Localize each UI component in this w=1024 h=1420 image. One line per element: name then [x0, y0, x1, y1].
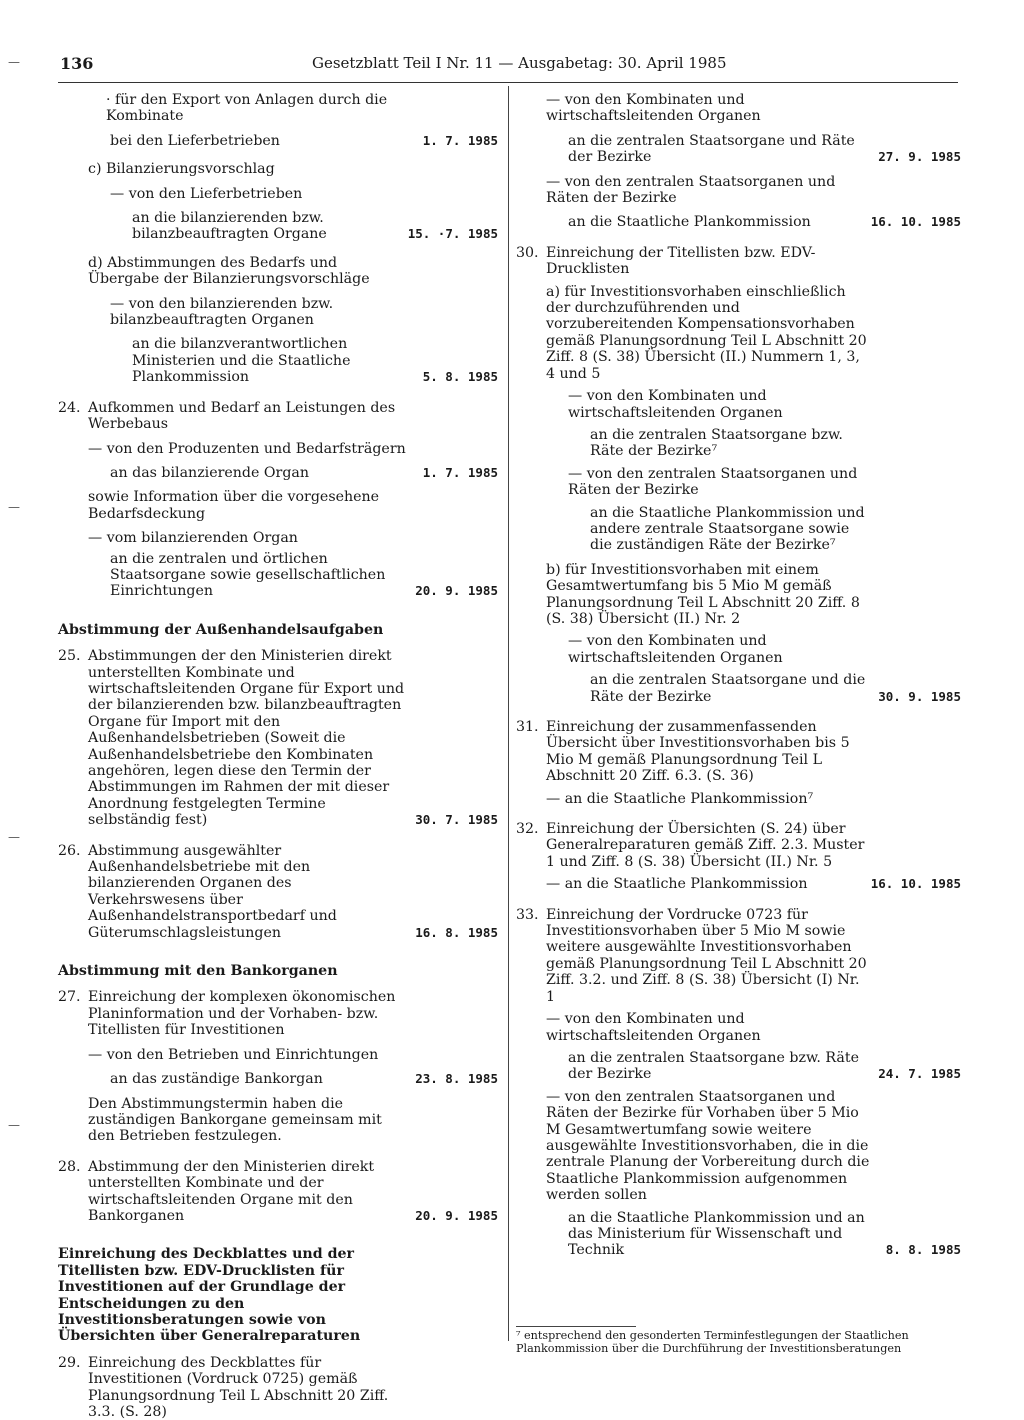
list-item: 32. Einreichung der Übersichten (S. 24) über Generalreparaturen gemäß Ziff. 2.3. Muster 1 und Ziff. 8 (S. 38) Übersicht (II.) Nr. 5 — [516, 821, 865, 870]
list-item: — von den Betrieben und Einrichtungen — [88, 1046, 379, 1063]
list-item: — von den zentralen Staatsorganen und Räten der Bezirke — [568, 465, 858, 499]
list-item: 24. Aufkommen und Bedarf an Leistungen des Werbebaus — [58, 399, 396, 433]
list-item: an die zentralen und örtlichen Staatsorgane sowie gesellschaftlichen Einrichtungen 20. 9. 1985 — [110, 550, 498, 600]
list-item: an die Staatliche Plankommission und andere zentrale Staatsorgane sowie die zuständigen Räte der Bezirke⁷ — [590, 504, 865, 554]
list-item: 31. Einreichung der zusammenfassenden Übersicht über Investitionsvorhaben bis 5 Mio M gemäß Planungsordnung Teil L Abschnitt 20 Ziff. 6.3. (S. 36) — [516, 719, 850, 785]
list-item: an die zentralen Staatsorgane bzw. Räte der Bezirke 24. 7. 1985 — [568, 1049, 961, 1083]
header-rule — [58, 82, 958, 83]
deadline-date: 30. 9. 1985 — [878, 688, 961, 704]
list-item: — von den Kombinaten und wirtschaftsleitenden Organen — [568, 388, 783, 421]
right-column — [516, 92, 961, 1259]
list-item: an die Staatliche Plankommission und an das Ministerium für Wissenschaft und Technik 8. 8. 1985 — [568, 1209, 961, 1259]
list-item: — von den Kombinaten und wirtschaftsleitenden Organen — [568, 633, 783, 666]
deadline-date: 27. 9. 1985 — [878, 149, 961, 165]
list-item: d) Abstimmungen des Bedarfs und Übergabe der Bilanzierungsvorschläge — [88, 254, 370, 288]
deadline-date: 20. 9. 1985 — [415, 1207, 498, 1223]
list-item: 28. Abstimmung der den Ministerien direkt unterstellten Kombinate und der wirtschaftsleitenden Organe mit den Bankorganen 20. 9. 1985 — [58, 1158, 498, 1224]
list-item: — an die Staatliche Plankommission⁷ — [546, 790, 814, 807]
deadline-date: 8. 8. 1985 — [885, 1242, 961, 1258]
margin-mark: — — [8, 55, 20, 69]
list-item: an die bilanzverantwortlichen Ministerien und die Staatliche Plankommission 5. 8. 1985 — [132, 336, 498, 386]
deadline-date: 24. 7. 1985 — [878, 1066, 961, 1082]
deadline-date: 16. 8. 1985 — [415, 924, 498, 940]
page-header — [60, 50, 960, 80]
list-item: — von den Lieferbetrieben — [110, 185, 303, 202]
section-heading: Einreichung des Deckblattes und der Titellisten bzw. EDV-Drucklisten für Investitionen auf der Grundlage der Entscheidungen zu den Investitionsberatungen sowie von Übersichten über Generalreparaturen — [58, 1246, 361, 1345]
deadline-date: 16. 10. 1985 — [870, 876, 961, 892]
deadline-date: 23. 8. 1985 — [415, 1071, 498, 1087]
deadline-date: 15. ·7. 1985 — [407, 226, 498, 242]
list-item: — von den Produzenten und Bedarfsträgern — [88, 440, 406, 457]
list-item: an das bilanzierende Organ 1. 7. 1985 — [110, 464, 498, 481]
list-item: 26. Abstimmung ausgewählter Außenhandelsbetriebe mit den bilanzierenden Organen des Verkehrswesens über Außenhandelstransportbedarf und Güterumschlagsleistungen 16. 8. 1985 — [58, 842, 498, 941]
page-title: Gesetzblatt Teil I Nr. 11 — Ausgabetag: 30. April 1985 — [312, 54, 727, 72]
deadline-date: 20. 9. 1985 — [415, 583, 498, 599]
list-item: · für den Export von Anlagen durch die Kombinate — [106, 92, 388, 125]
list-item: — von den Kombinaten und wirtschaftsleitenden Organen — [546, 92, 761, 125]
list-item: — von den bilanzierenden bzw. bilanzbeauftragten Organen — [110, 295, 334, 329]
list-item: an die zentralen Staatsorgane bzw. Räte der Bezirke⁷ — [590, 426, 843, 460]
list-item: — von den zentralen Staatsorganen und Räten der Bezirke für Vorhaben über 5 Mio M Gesamtwertumfang sowie weitere ausgewählte Investitionsvorhaben, die in die zentrale Planung der Vorbereitung durch die Staatliche Plankommission aufgenommen werden sollen — [546, 1088, 870, 1204]
list-item: Den Abstimmungstermin haben die zuständigen Bankorgane gemeinsam mit den Betrieben festzulegen. — [88, 1095, 382, 1145]
footnote: ⁷ entsprechend den gesonderten Terminfestlegungen der Staatlichen Plankommission über die Durchführung der Investitionsberatungen — [516, 1329, 909, 1355]
list-item: an die Staatliche Plankommission 16. 10. 1985 — [568, 214, 961, 231]
list-item: — von den zentralen Staatsorganen und Räten der Bezirke — [546, 173, 836, 207]
list-item: — an die Staatliche Plankommission 16. 10. 1985 — [546, 876, 961, 893]
left-column — [58, 92, 498, 1420]
list-item: an das zuständige Bankorgan 23. 8. 1985 — [110, 1071, 498, 1088]
list-item: — von den Kombinaten und wirtschaftsleitenden Organen — [546, 1011, 761, 1044]
margin-mark: — — [8, 1118, 20, 1132]
deadline-date: 1. 7. 1985 — [422, 464, 498, 480]
deadline-date: 1. 7. 1985 — [422, 132, 498, 148]
margin-mark: — — [8, 500, 20, 514]
list-item: b) für Investitionsvorhaben mit einem Gesamtwertumfang bis 5 Mio M gemäß Planungsordnung Teil L Abschnitt 20 Ziff. 8 (S. 38) Übersicht (II.) Nr. 2 — [546, 561, 860, 627]
list-item: sowie Information über die vorgesehene Bedarfsdeckung — [88, 489, 380, 522]
list-item: an die zentralen Staatsorgane und Räte der Bezirke 27. 9. 1985 — [568, 132, 961, 166]
list-item: 27. Einreichung der komplexen ökonomischen Planinformation und der Vorhaben- bzw. Titellisten für Investitionen — [58, 989, 396, 1039]
deadline-date: 16. 10. 1985 — [870, 214, 961, 230]
section-heading: Abstimmung der Außenhandelsaufgaben — [58, 621, 384, 638]
deadline-date: 30. 7. 1985 — [415, 812, 498, 828]
list-item: — vom bilanzierenden Organ — [88, 530, 298, 547]
deadline-date: 5. 8. 1985 — [422, 369, 498, 385]
list-item: an die bilanzierenden bzw. bilanzbeauftragten Organe 15. ·7. 1985 — [132, 210, 498, 243]
list-item: 33. Einreichung der Vordrucke 0723 für Investitionsvorhaben über 5 Mio M sowie weitere ausgewählte Investitionsvorhaben gemäß Planungsordnung Teil L Abschnitt 20 Ziff. 3.2. und Ziff. 8 (S. 38) Übersicht (I) Nr. 1 — [516, 906, 867, 1005]
list-item: 25. Abstimmungen der den Ministerien direkt unterstellten Kombinate und wirtschaftsleitenden Organe für Export und der bilanzierenden bzw. bilanzbeauftragten Organe für Import mit den Außenhandelsbetrieben (Soweit die Außenhandelsbetriebe den Kombinaten angehören, legen diese den Termin der Abstimmungen im Rahmen der mit dieser Anordnung festgelegten Termine selbständig fest) 30. 7. 1985 — [58, 648, 498, 829]
list-item: an die zentralen Staatsorgane und die Räte der Bezirke 30. 9. 1985 — [590, 672, 961, 705]
footnote-rule — [516, 1326, 636, 1327]
page-number: 136 — [60, 54, 94, 73]
column-divider — [508, 86, 509, 1341]
list-item: 30. Einreichung der Titellisten bzw. EDV-Drucklisten — [516, 244, 816, 278]
list-item: bei den Lieferbetrieben 1. 7. 1985 — [110, 132, 498, 149]
margin-mark: — — [8, 830, 20, 844]
section-heading: Abstimmung mit den Bankorganen — [58, 963, 338, 980]
list-item: c) Bilanzierungsvorschlag — [88, 161, 275, 178]
list-item: a) für Investitionsvorhaben einschließlich der durchzuführenden und vorzubereitenden Kompensationsvorhaben gemäß Planungsordnung Teil L Abschnitt 20 Ziff. 8 (S. 38) Übersicht (II.) Nummern 1, 3, 4 und 5 — [546, 283, 867, 382]
list-item: 29. Einreichung des Deckblattes für Investitionen (Vordruck 0725) gemäß Planungsordnung Teil L Abschnitt 20 Ziff. 3.3. (S. 28) — [58, 1354, 389, 1420]
